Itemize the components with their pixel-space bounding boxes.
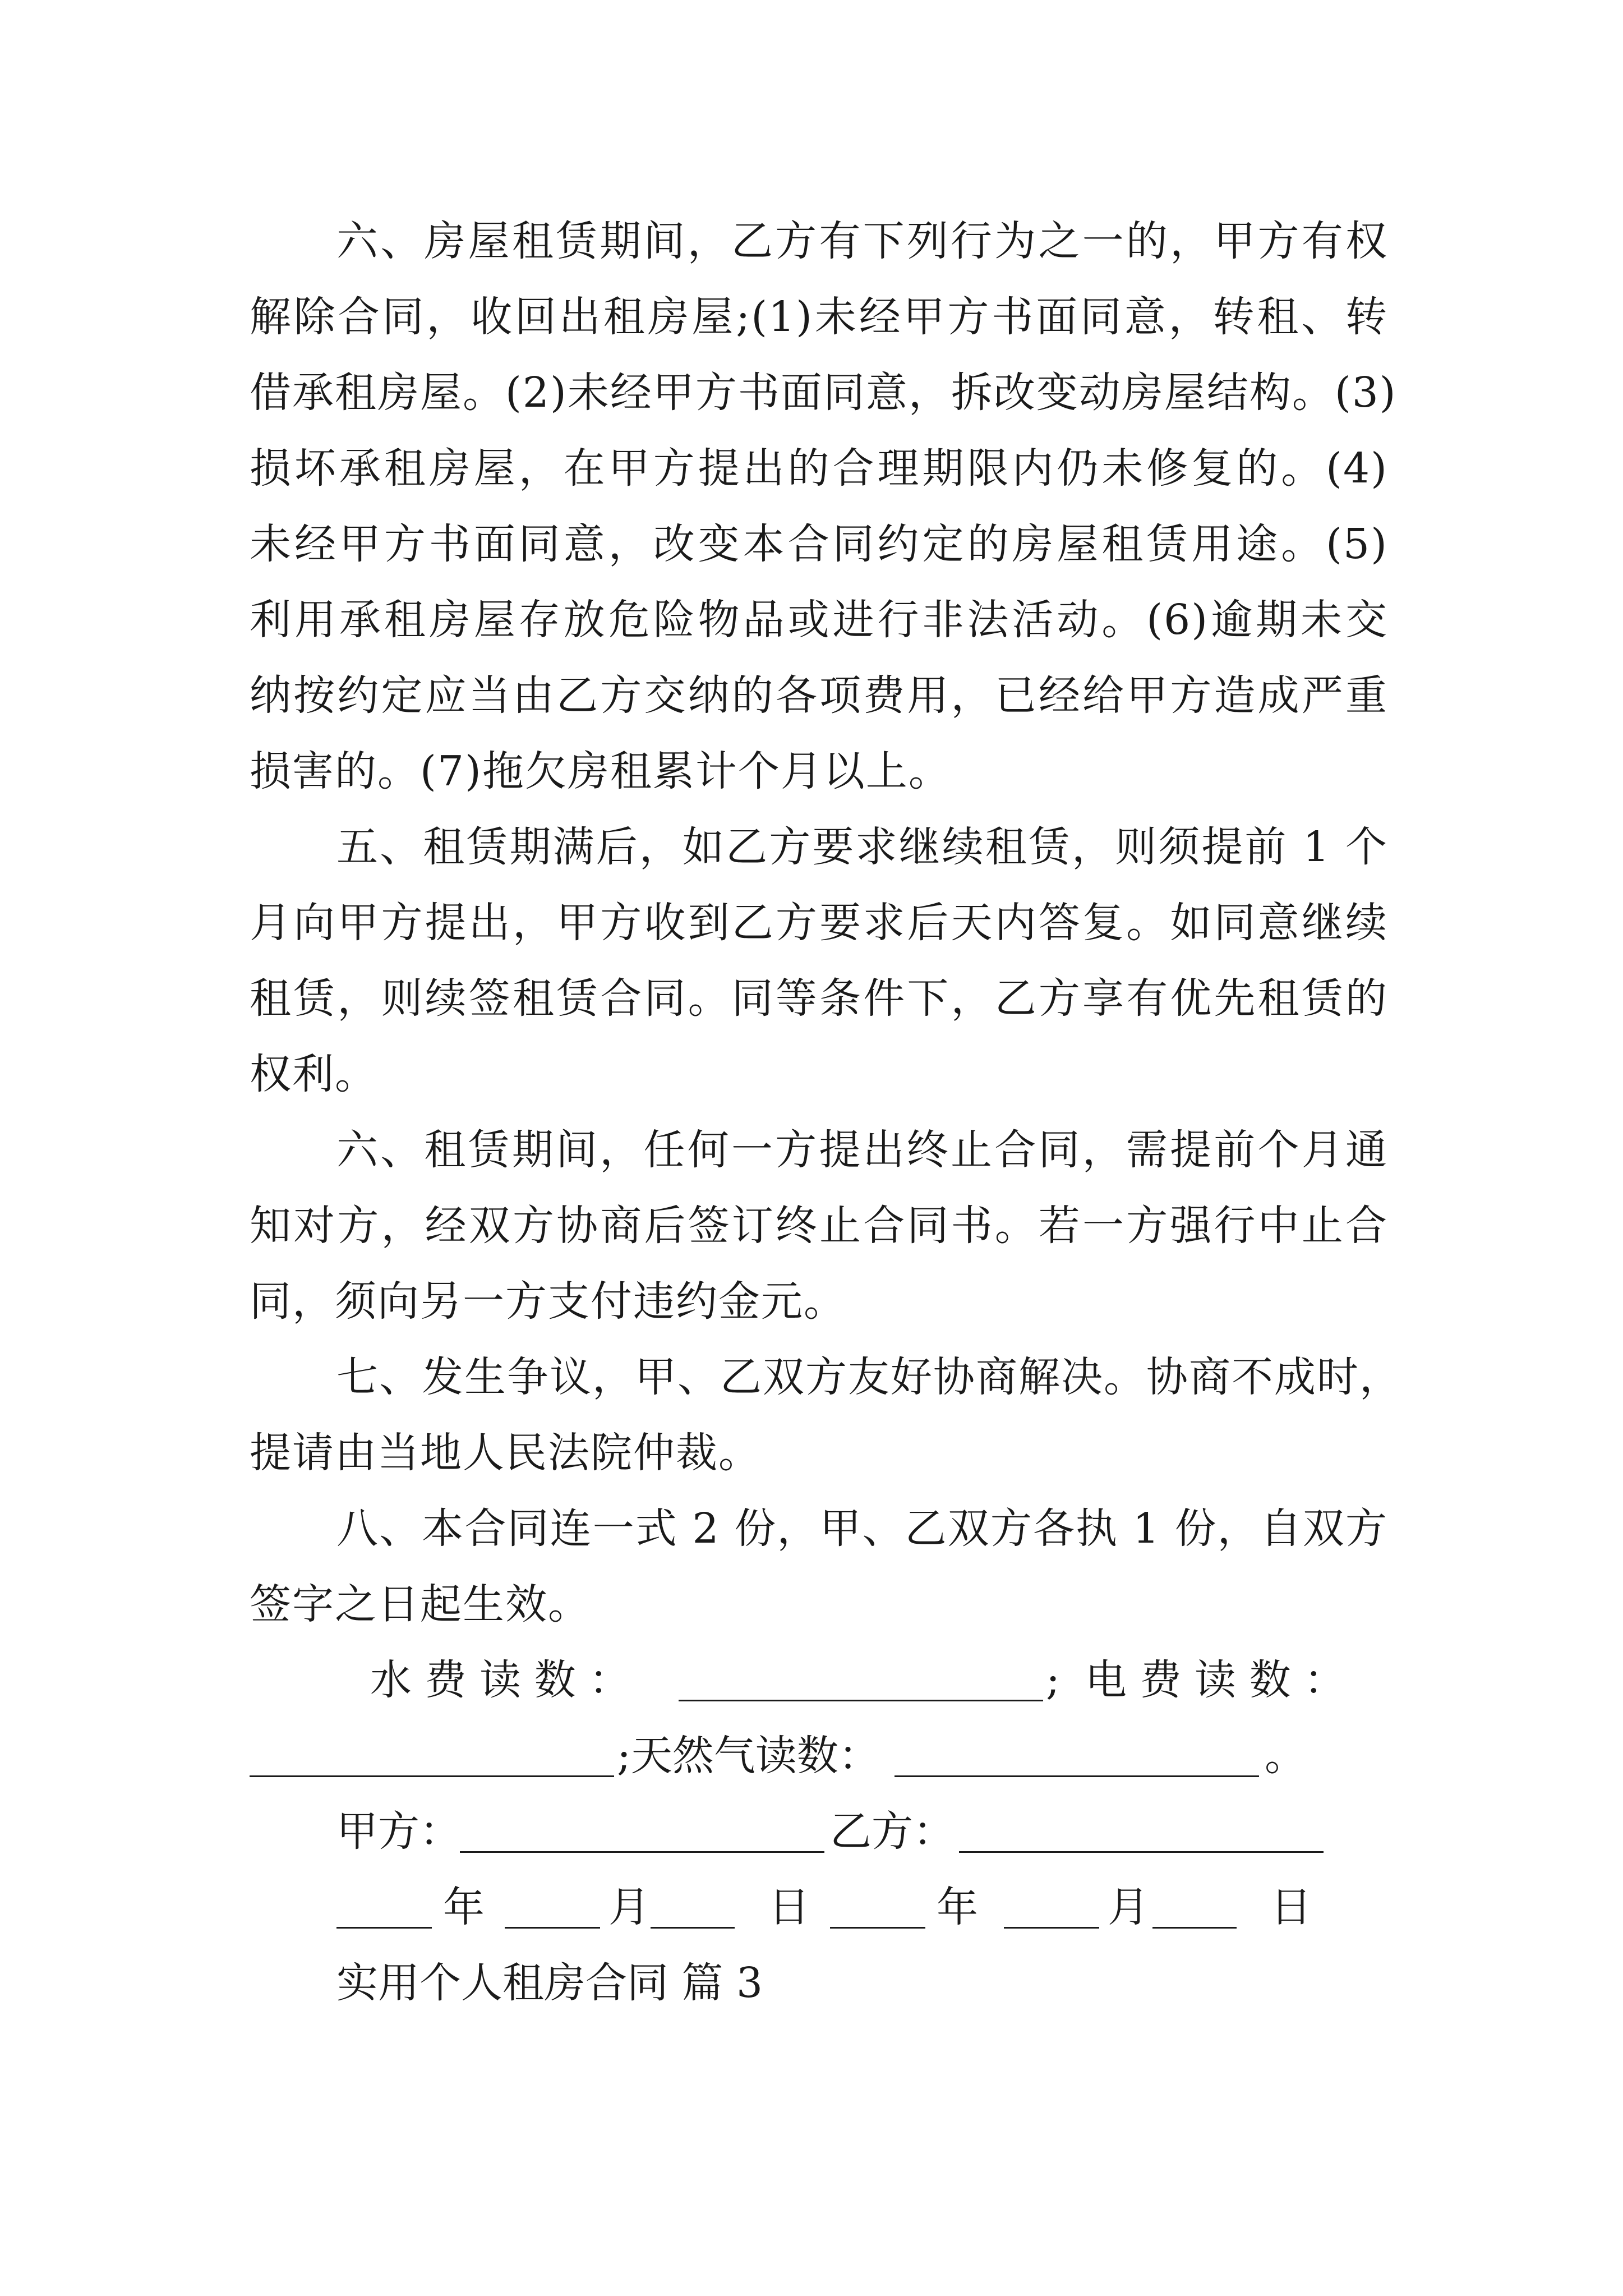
party-b-label: 乙方： xyxy=(830,1807,955,1856)
party-b-month-blank[interactable] xyxy=(1004,1927,1099,1929)
water-reading-blank[interactable] xyxy=(679,1700,1043,1701)
party-b-year-label: 年 xyxy=(937,1883,978,1931)
paragraph-line: 纳按约定应当由乙方交纳的各项费用，已经给甲方造成严重 xyxy=(250,671,1388,720)
paragraph-line: 签字之日起生效。 xyxy=(250,1580,591,1628)
paragraph-line: 六、房屋租赁期间，乙方有下列行为之一的，甲方有权 xyxy=(336,217,1388,265)
paragraph-line: 五、租赁期满后，如乙方要求继续租赁，则须提前 1 个 xyxy=(336,823,1388,871)
party-b-month-label: 月 xyxy=(1108,1883,1149,1931)
reading-end-mark: 。 xyxy=(1265,1732,1306,1780)
paragraph-line: 提请由当地人民法院仲裁。 xyxy=(250,1429,761,1477)
paragraph-line: 同，须向另一方支付违约金元。 xyxy=(250,1277,846,1326)
electric-reading-label: 电 费 读 数 ： xyxy=(1085,1656,1346,1704)
paragraph-line: 六、租赁期间，任何一方提出终止合同，需提前个月通 xyxy=(336,1126,1388,1174)
gas-reading-blank[interactable] xyxy=(895,1775,1259,1777)
party-b-year-blank[interactable] xyxy=(830,1927,925,1929)
paragraph-line: 未经甲方书面同意，改变本合同约定的房屋租赁用途。(5) xyxy=(250,520,1388,568)
party-b-day-blank[interactable] xyxy=(1152,1927,1237,1929)
party-a-year-label: 年 xyxy=(443,1883,485,1931)
paragraph-line: 七、发生争议，甲、乙双方友好协商解决。协商不成时， xyxy=(336,1353,1402,1401)
party-b-signature-blank[interactable] xyxy=(959,1851,1324,1853)
water-reading-label: 水 费 读 数 ： xyxy=(370,1656,631,1704)
paragraph-line: 损坏承租房屋，在甲方提出的合理期限内仍未修复的。(4) xyxy=(250,444,1388,493)
party-a-signature-blank[interactable] xyxy=(460,1851,824,1853)
party-a-month-blank[interactable] xyxy=(505,1927,600,1929)
party-a-month-label: 月 xyxy=(608,1883,650,1931)
paragraph-line: 解除合同，收回出租房屋;(1)未经甲方书面同意，转租、转 xyxy=(250,293,1388,341)
party-a-day-blank[interactable] xyxy=(651,1927,735,1929)
paragraph-line: 权利。 xyxy=(250,1050,377,1098)
paragraph-line: 损害的。(7)拖欠房租累计个月以上。 xyxy=(250,747,951,795)
electric-reading-blank[interactable] xyxy=(250,1775,614,1777)
gas-reading-label: ;天然气读数： xyxy=(617,1732,880,1780)
paragraph-line: 租赁，则续签租赁合同。同等条件下，乙方享有优先租赁的 xyxy=(250,974,1388,1023)
party-a-day-label: 日 xyxy=(768,1883,810,1931)
paragraph-line: 借承租房屋。(2)未经甲方书面同意，拆改变动房屋结构。(3) xyxy=(250,369,1397,417)
party-a-label: 甲方： xyxy=(336,1807,461,1856)
party-b-day-label: 日 xyxy=(1270,1883,1312,1931)
paragraph-line: 月向甲方提出，甲方收到乙方要求后天内答复。如同意继续 xyxy=(250,899,1388,947)
paragraph-line: 知对方，经双方协商后签订终止合同书。若一方强行中止合 xyxy=(250,1202,1388,1250)
section-title: 实用个人租房合同 篇 3 xyxy=(336,1959,763,2007)
paragraph-line: 利用承租房屋存放危险物品或进行非法活动。(6)逾期未交 xyxy=(250,596,1388,644)
paragraph-line: 八、本合同连一式 2 份，甲、乙双方各执 1 份，自双方 xyxy=(336,1504,1388,1553)
reading-separator: ; xyxy=(1046,1656,1060,1704)
party-a-year-blank[interactable] xyxy=(336,1927,432,1929)
